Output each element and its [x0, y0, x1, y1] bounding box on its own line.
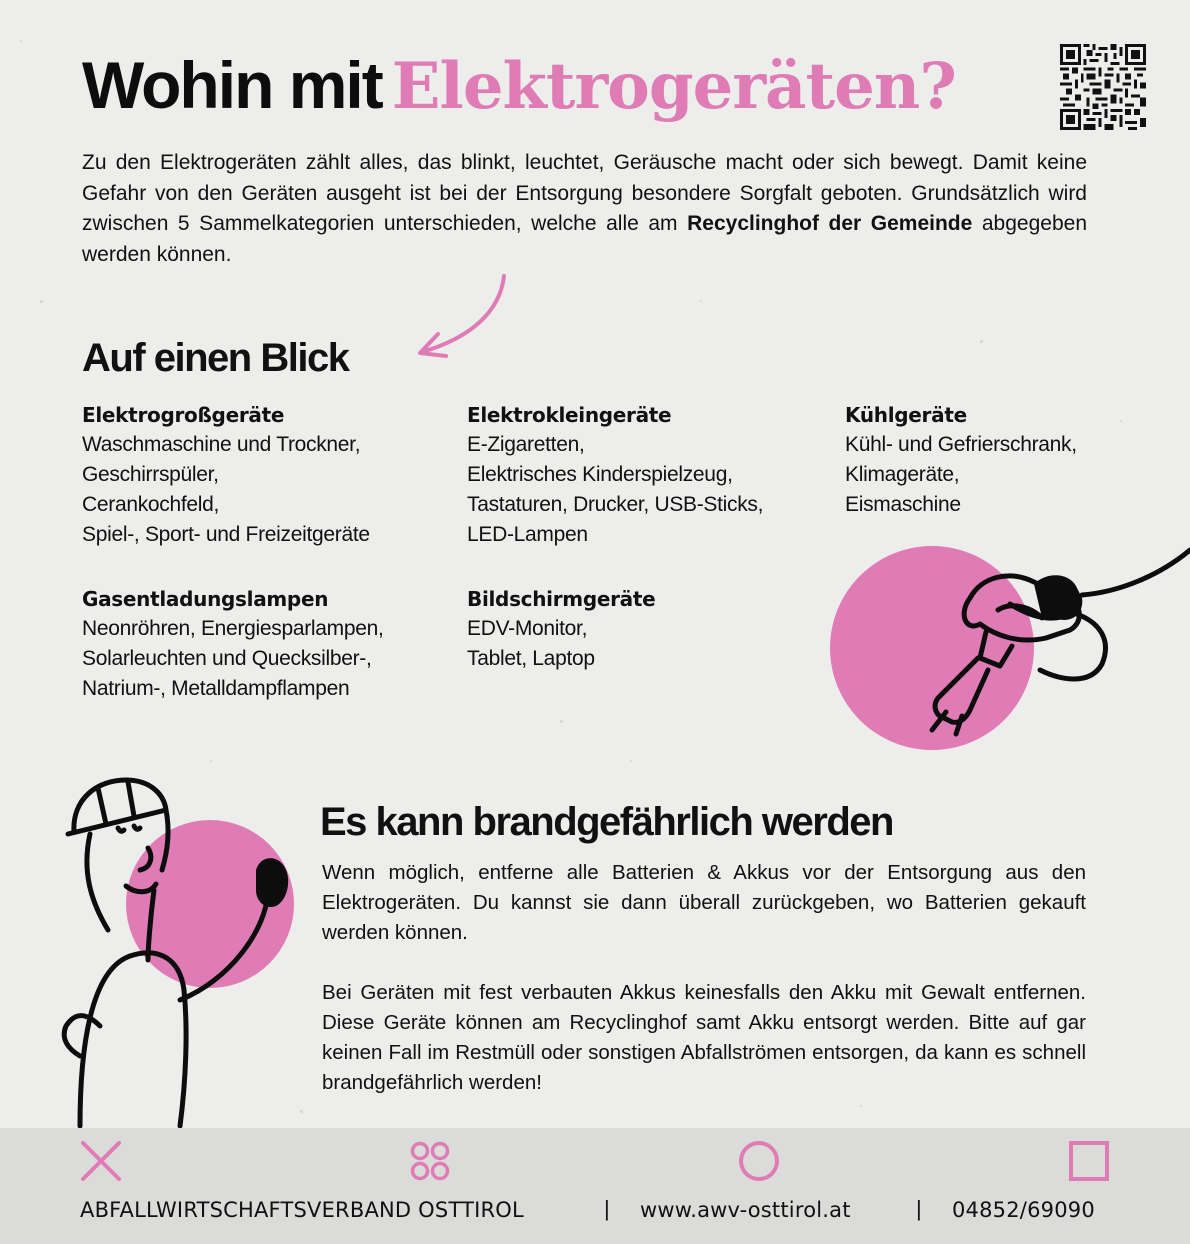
- intro-text-end: abgegeben werden können.: [82, 212, 1087, 266]
- category-kuehlgeraete: [845, 400, 1077, 520]
- category-item: Spiel-, Sport- und Freizeitgeräte: [82, 523, 370, 546]
- category-item: Kühl- und Gefrierschrank,: [845, 433, 1077, 456]
- category-item: Klimageräte,: [845, 463, 960, 486]
- category-item: Elektrisches Kinderspielzeug,: [467, 463, 733, 486]
- warning-heading: Es kann brandgefährlich werden: [320, 800, 893, 844]
- category-title: Gasentladungslampen: [82, 587, 329, 611]
- category-elektrogrossgeraete: [82, 400, 370, 550]
- footer: [0, 1128, 1190, 1244]
- circle-icon: [738, 1140, 780, 1182]
- footer-website-link[interactable]: www.awv-osttirol.at: [640, 1198, 851, 1222]
- category-item: LED-Lampen: [467, 523, 588, 546]
- worker-with-helmet-illustration: [30, 770, 300, 1130]
- four-circles-icon: [409, 1140, 451, 1182]
- intro-text: Zu den Elektrogeräten zählt alles, das blinkt, leuchtet, Geräusche macht oder sich bewegt. Damit keine Gefahr von den Geräten ausgeht ist bei der Entsorgung besondere Sorgfalt geboten. Grundsätzlich wird zwischen 5 Sammelkategorien unterschieden, welche alle am: [82, 151, 1087, 235]
- warning-paragraph-1: Wenn möglich, entferne alle Batterien & Akkus vor der Entsorgung aus den Elektrogeräten. Du kannst sie dann überall zurückgeben, wo Batterien gekauft werden können.: [322, 861, 1086, 944]
- footer-separator: |: [916, 1196, 922, 1221]
- page-title: [82, 48, 956, 124]
- category-gasentladungslampen: [82, 584, 384, 704]
- category-item: Tastaturen, Drucker, USB-Sticks,: [467, 493, 764, 516]
- category-title: Bildschirmgeräte: [467, 587, 656, 611]
- footer-organization: ABFALLWIRTSCHAFTSVERBAND OSTTIROL: [80, 1198, 524, 1222]
- category-title: Elektrokleingeräte: [467, 403, 672, 427]
- category-item: Geschirrspüler,: [82, 463, 219, 486]
- qr-code-icon[interactable]: [1060, 44, 1146, 130]
- footer-separator: |: [604, 1196, 610, 1221]
- category-title: Elektrogroßgeräte: [82, 403, 285, 427]
- category-bildschirmgeraete: [467, 584, 655, 674]
- category-item: Neonröhren, Energiesparlampen,: [82, 617, 384, 640]
- title-part2: Elektrogeräten?: [391, 49, 956, 124]
- category-item: E-Zigaretten,: [467, 433, 585, 456]
- warning-paragraph-2: Bei Geräten mit fest verbauten Akkus keinesfalls den Akku mit Gewalt entfernen. Diese Geräte können am Recyclinghof samt Akku entsorgt werden. Bitte auf gar keinen Fall im Restmüll oder sonstigen Abfallströmen entsorgen, da kann es schnell brandgefährlich werden!: [322, 981, 1086, 1094]
- category-item: Natrium-, Metalldampflampen: [82, 677, 350, 700]
- category-item: EDV-Monitor,: [467, 617, 588, 640]
- footer-phone[interactable]: 04852/69090: [952, 1198, 1095, 1222]
- square-icon: [1068, 1140, 1110, 1182]
- intro-bold-location: Recyclinghof der Gemeinde: [687, 212, 973, 235]
- category-item: Cerankochfeld,: [82, 493, 220, 516]
- hand-mixer-illustration: [820, 540, 1190, 755]
- category-item: Eismaschine: [845, 493, 961, 516]
- category-title: Kühlgeräte: [845, 403, 967, 427]
- title-part1: Wohin mit: [82, 48, 382, 122]
- category-item: Waschmaschine und Trockner,: [82, 433, 361, 456]
- intro-paragraph: [82, 148, 1087, 270]
- category-item: Solarleuchten und Quecksilber-,: [82, 647, 372, 670]
- category-item: Tablet, Laptop: [467, 647, 595, 670]
- cross-icon: [80, 1140, 122, 1182]
- category-elektrokleingeraete: [467, 400, 763, 550]
- curved-arrow-icon: [410, 272, 520, 364]
- overview-heading: Auf einen Blick: [82, 336, 349, 380]
